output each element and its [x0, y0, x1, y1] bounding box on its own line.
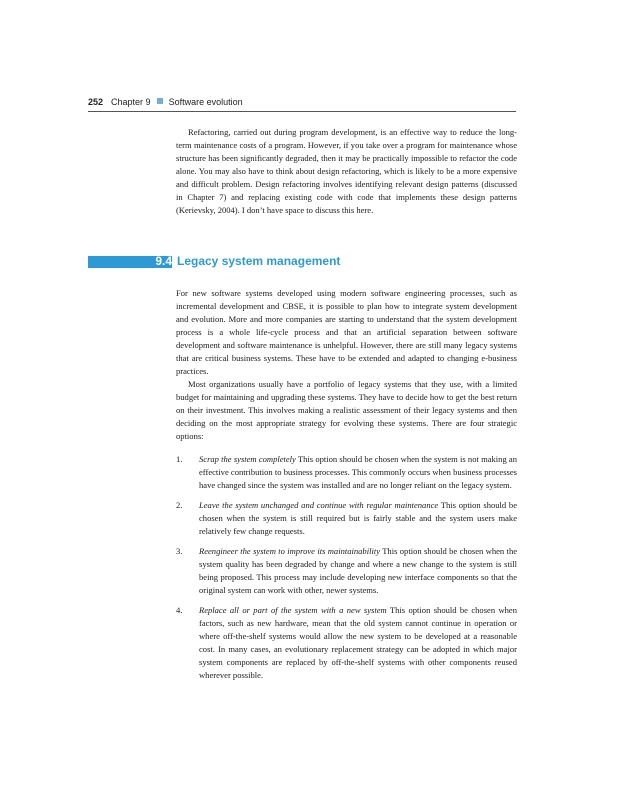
option-title: Replace all or part of the system with a new system [199, 605, 387, 615]
option-number: 1. [176, 454, 183, 464]
option-text: This option should be chosen when the system quality has been degraded by change and where a new change to the system is still being proposed. This process may include developing new interface components so that the original system can work with other, newer systems. [199, 546, 518, 595]
option-number: 4. [176, 605, 183, 615]
section-number: 9.4 [155, 254, 172, 268]
chapter-title: Software evolution [168, 97, 243, 107]
section-body [176, 287, 517, 443]
list-item [176, 604, 517, 682]
option-text: This option should be chosen when the system is still required but is fairly stable and the system users make relatively few change requests. [199, 500, 517, 536]
option-title: Scrap the system completely [199, 454, 296, 464]
header-rule [88, 111, 516, 112]
separator-square-icon [157, 98, 163, 104]
intro-paragraph: Refactoring, carried out during program development, is an effective way to reduce the long-term maintenance costs of a program. However, if you take over a program for maintenance whose structure has been significantly degraded, then it may be practically impossible to refactor the code alone. You may also have to think about design refactoring, which is likely to be a more expensive and difficult problem. Design refactoring involves identifying relevant design patterns (discussed in Chapter 7) and replacing existing code with code that implements these design patterns (Kerievsky, 2004). I don’t have space to discuss this here. [176, 127, 517, 215]
page-number: 252 [88, 97, 104, 107]
option-title: Leave the system unchanged and continue with regular maintenance [199, 500, 439, 510]
section-title: Legacy system management [177, 254, 341, 268]
chapter-label: Chapter 9 [111, 97, 151, 107]
option-number: 3. [176, 546, 183, 556]
option-text: This option should be chosen when the system is not making an effective contribution to business processes. This commonly occurs when business processes have changed since the system was installed and are no longer reliant on the legacy system. [199, 454, 517, 490]
list-item [176, 545, 517, 597]
intro-paragraph-block [176, 126, 517, 217]
strategic-options-list [176, 453, 517, 689]
section-heading [88, 254, 518, 269]
running-head [88, 95, 516, 111]
list-item [176, 453, 517, 492]
option-text: This option should be chosen when factors, such as new hardware, mean that the old system cannot continue in operation or where off-the-shelf systems would allow the new system to be developed at a reasonable cost. In many cases, an evolutionary replacement strategy can be adopted in which major system components are replaced by off-the-shelf systems with other components reused wherever possible. [199, 605, 517, 680]
paragraph: For new software systems developed using modern software engineering processes, such as incremental development and CBSE, it is possible to plan how to integrate system development and evolution. More and more companies are starting to understand that the system development process is a whole life-cycle process and that an artificial separation between software development and software maintenance is unhelpful. However, there are still many legacy systems that are critical business systems. These have to be extended and adapted to changing e-business practices. [176, 288, 517, 376]
option-number: 2. [176, 500, 183, 510]
paragraph: Most organizations usually have a portfolio of legacy systems that they use, with a limited budget for maintaining and upgrading these systems. They have to decide how to get the best return on their investment. This involves making a realistic assessment of their legacy systems and then deciding on the most appropriate strategy for evolving these systems. There are four strategic options: [176, 379, 517, 441]
list-item [176, 499, 517, 538]
option-title: Reengineer the system to improve its maintainability [199, 546, 380, 556]
